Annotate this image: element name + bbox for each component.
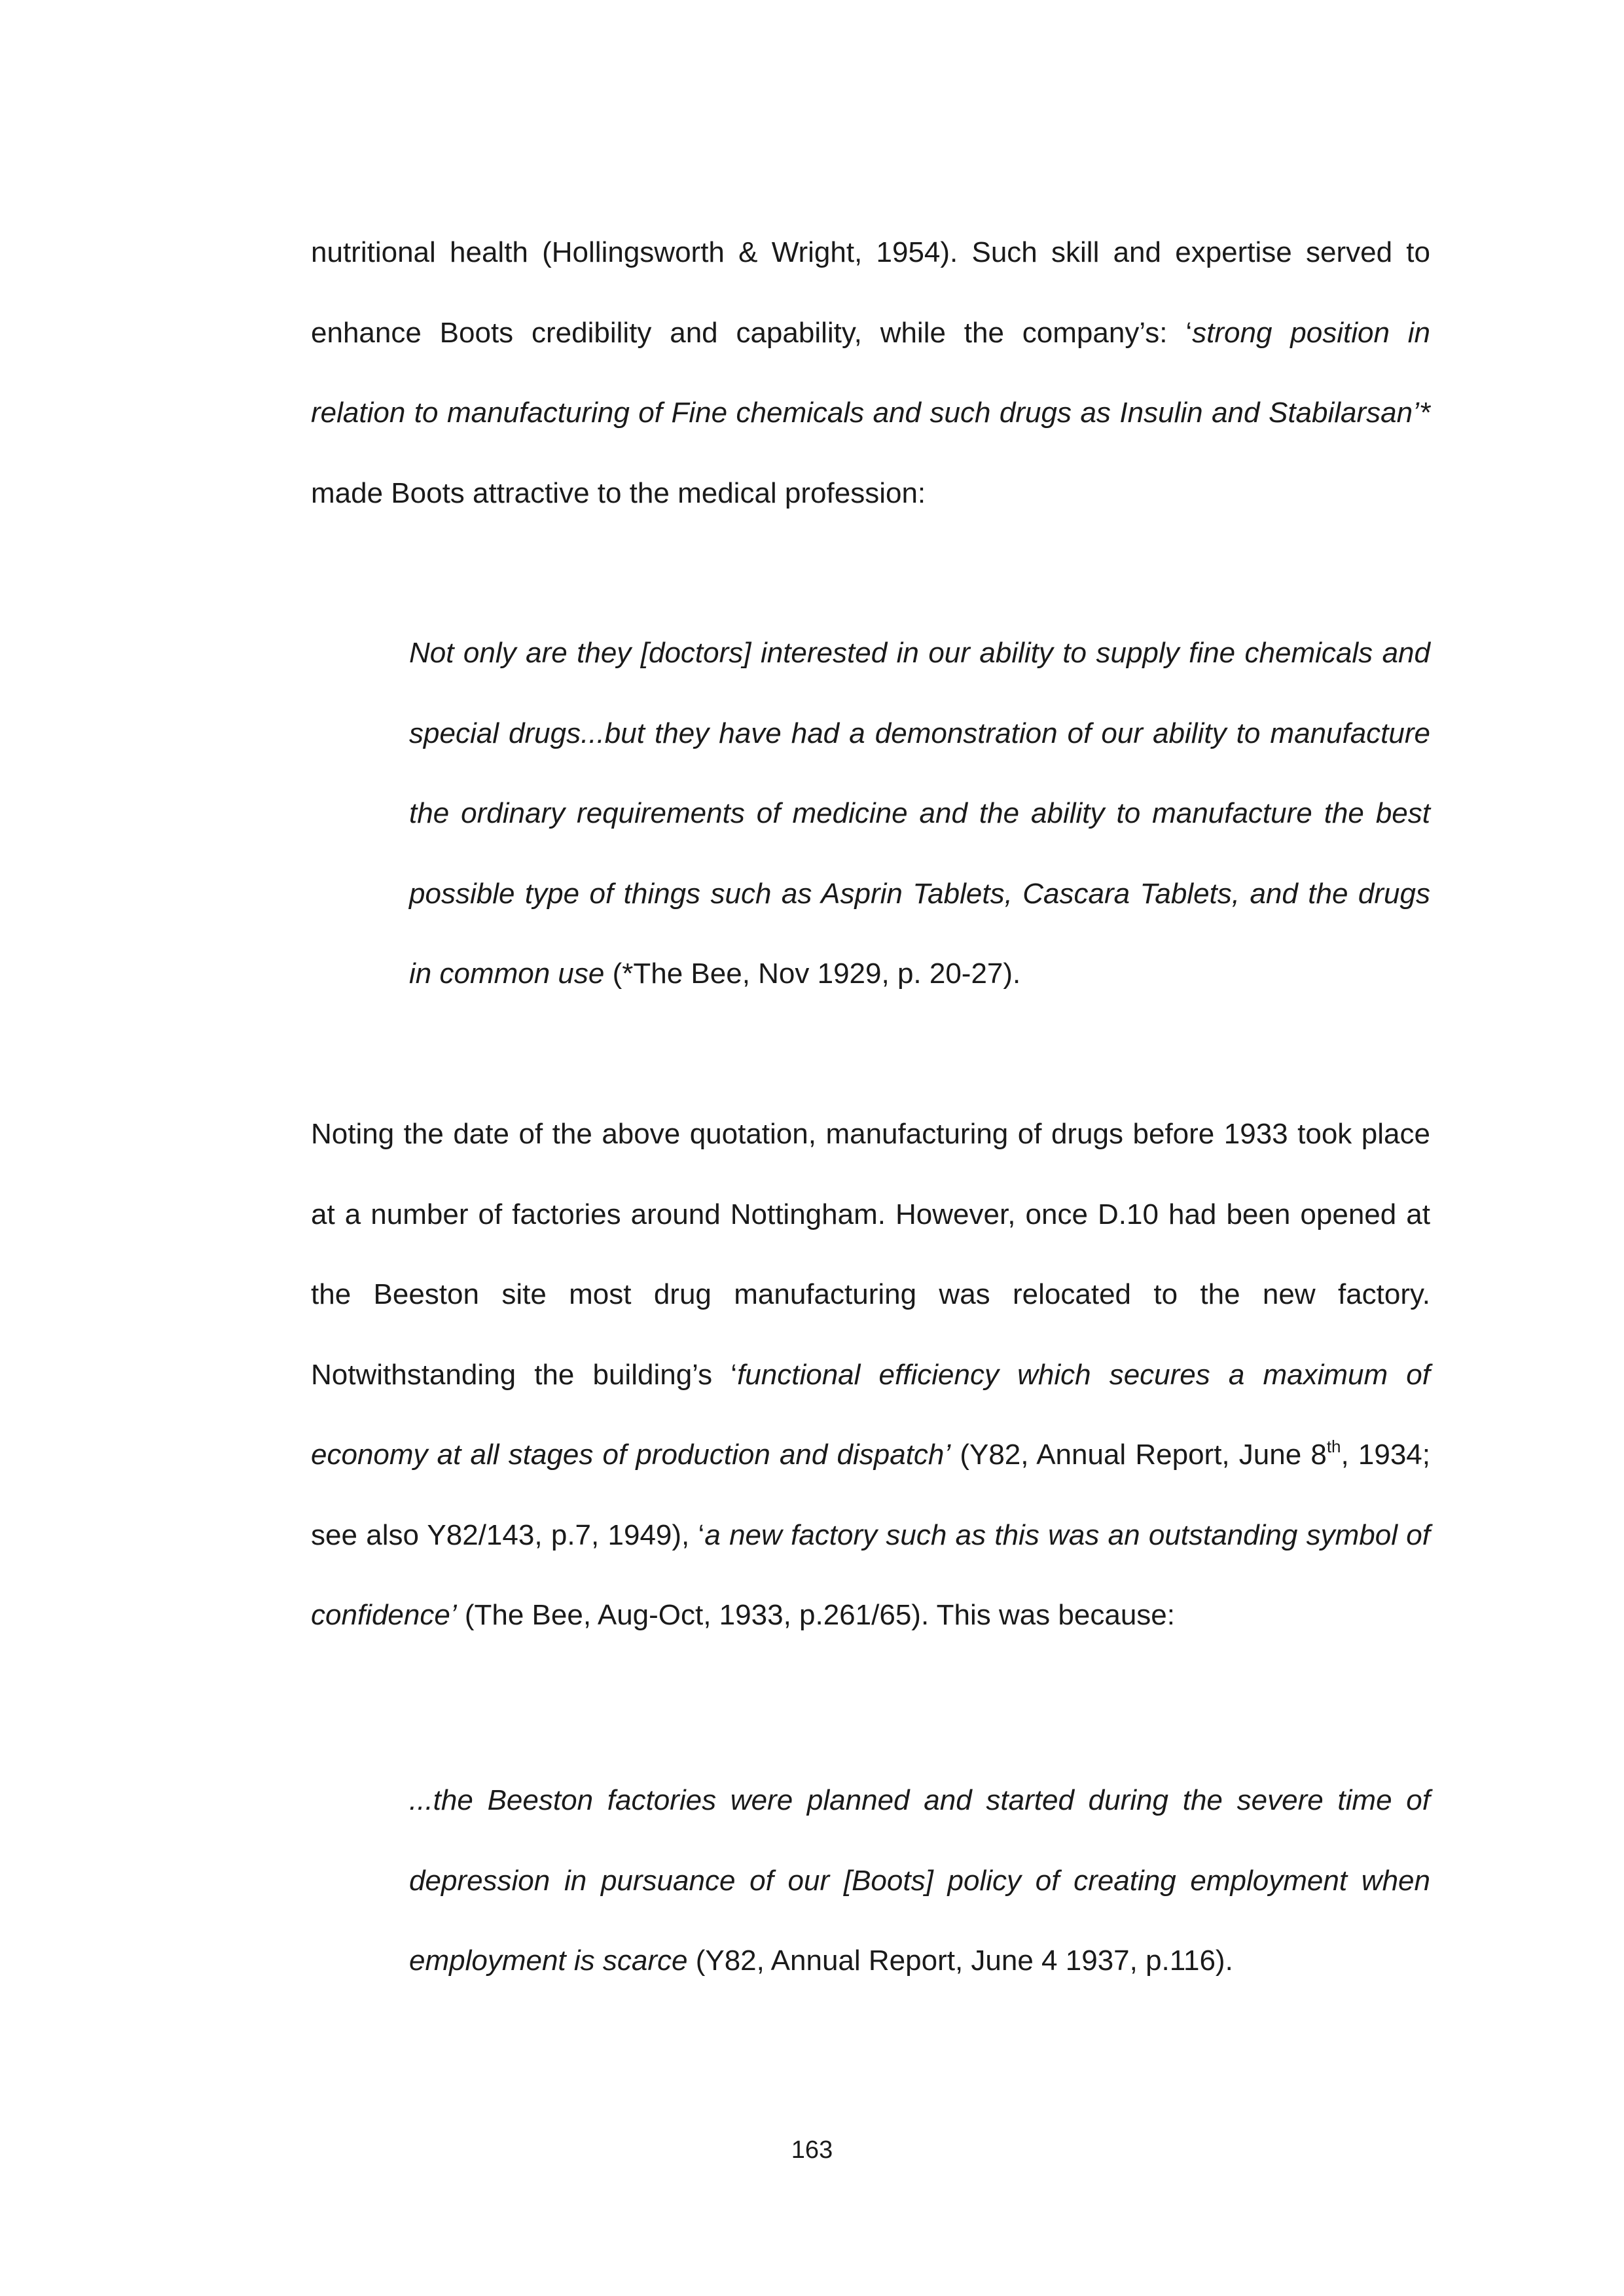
block-quote-1-citation: (*The Bee, Nov 1929, p. 20-27).: [604, 958, 1021, 990]
page-number: 163: [791, 2136, 833, 2164]
ordinal-superscript: th: [1326, 1437, 1341, 1456]
paragraph-2-text-a: Noting the date of the above quotation, manufacturing of drugs before 1933 took place at a number of factories around Nottingham. However, once D.10 had been opened at the Beeston site most drug manufacturing was relocated to the new factory. Notwithstanding the building’s ‘: [311, 1118, 1430, 1391]
paragraph-1-text-b: made Boots attractive to the medical profession:: [311, 476, 926, 509]
block-quote-2-text: ...the Beeston factories were planned and started during the severe time of depression in pursuance of our [Boots] policy of creating employment when employment is scarce: [409, 1784, 1430, 1977]
paragraph-2-quoted-text-b: a new factory such as this was an outstanding symbol of confidence’: [311, 1518, 1430, 1631]
paragraph-2-text-c: , 1934; see also Y82/143, p.7, 1949), ‘: [311, 1439, 1430, 1551]
paragraph-1-quoted-text: strong position in relation to manufacturing of Fine chemicals and such drugs as Insulin and Stabilarsan’*: [311, 316, 1430, 429]
paragraph-2-text-b: (Y82, Annual Report, June 8: [950, 1439, 1327, 1471]
paragraph-2-text-d: (The Bee, Aug-Oct, 1933, p.261/65). This was because:: [456, 1599, 1175, 1631]
paragraph-2-quoted-text-a: functional efficiency which secures a maximum of economy at all stages of production and dispatch’: [311, 1358, 1430, 1471]
block-quote-1: [409, 613, 1430, 1014]
paragraph-1-text-a: nutritional health (Hollingsworth & Wright, 1954). Such skill and expertise served to enhance Boots credibility and capability, while the company’s: ‘: [311, 236, 1430, 349]
block-quote-2-citation: (Y82, Annual Report, June 4 1937, p.116).: [687, 1945, 1233, 1977]
body-paragraph-1: [311, 213, 1430, 533]
body-paragraph-2: [311, 1094, 1430, 1656]
block-quote-1-text: Not only are they [doctors] interested in our ability to supply fine chemicals and special drugs...but they have had a demonstration of our ability to manufacture the ordinary requirements of medicine and the ability to manufacture the best possible type of things such as Asprin Tablets, Cascara Tablets, and the drugs in common use: [409, 637, 1430, 990]
block-quote-2: [409, 1761, 1430, 2001]
